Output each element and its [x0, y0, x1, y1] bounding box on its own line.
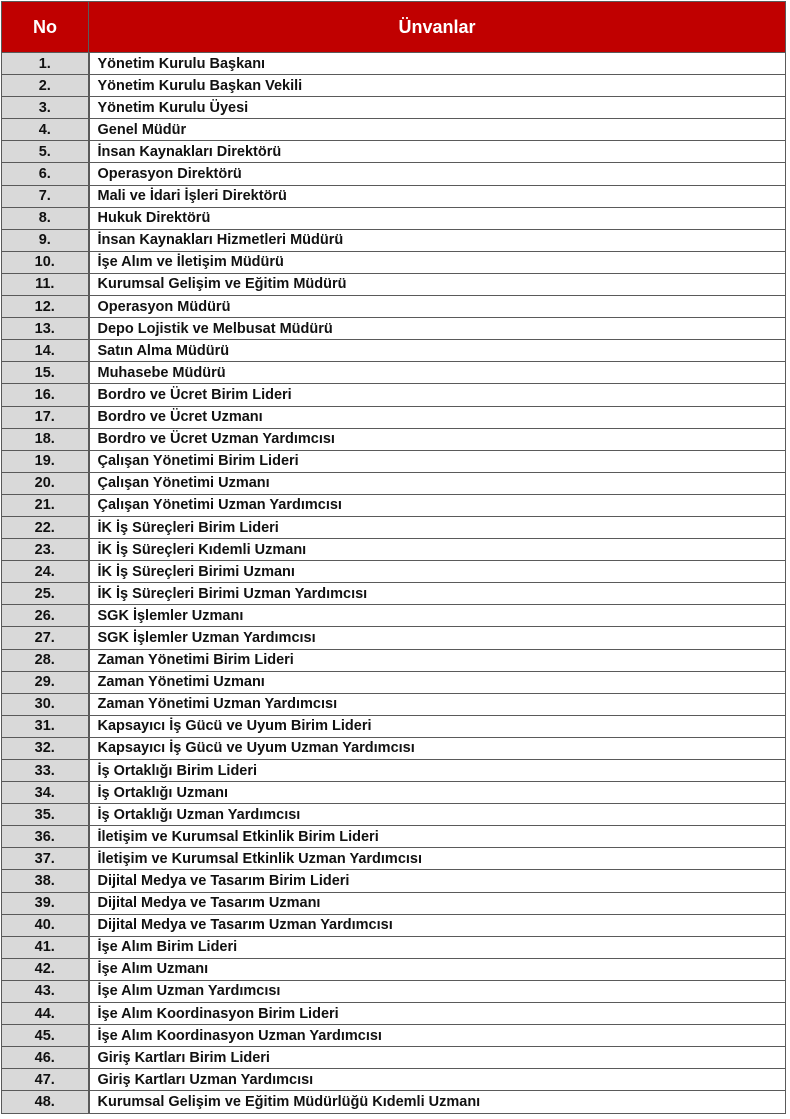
table-row — [2, 627, 786, 649]
row-number: 16. — [2, 384, 89, 406]
column-header-titles: Ünvanlar — [89, 2, 786, 53]
table-row — [2, 318, 786, 340]
table-row — [2, 384, 786, 406]
table-row — [2, 737, 786, 759]
table-row — [2, 53, 786, 75]
row-number: 10. — [2, 251, 89, 273]
table-row — [2, 583, 786, 605]
row-number: 42. — [2, 958, 89, 980]
row-number: 29. — [2, 671, 89, 693]
row-title: Kapsayıcı İş Gücü ve Uyum Birim Lideri — [89, 715, 786, 737]
table-row — [2, 980, 786, 1002]
row-title: Kurumsal Gelişim ve Eğitim Müdürlüğü Kıdemli Uzmanı — [89, 1091, 786, 1113]
row-title: İletişim ve Kurumsal Etkinlik Uzman Yardımcısı — [89, 848, 786, 870]
row-number: 40. — [2, 914, 89, 936]
row-title: Çalışan Yönetimi Uzmanı — [89, 472, 786, 494]
table-row — [2, 207, 786, 229]
table-row — [2, 516, 786, 538]
table-row — [2, 251, 786, 273]
row-title: İş Ortaklığı Birim Lideri — [89, 760, 786, 782]
row-title: Mali ve İdari İşleri Direktörü — [89, 185, 786, 207]
row-title: İşe Alım Birim Lideri — [89, 936, 786, 958]
row-number: 32. — [2, 737, 89, 759]
row-title: Satın Alma Müdürü — [89, 340, 786, 362]
row-title: Bordro ve Ücret Birim Lideri — [89, 384, 786, 406]
row-title: Yönetim Kurulu Başkanı — [89, 53, 786, 75]
row-number: 46. — [2, 1047, 89, 1069]
row-number: 17. — [2, 406, 89, 428]
row-title: İşe Alım Uzman Yardımcısı — [89, 980, 786, 1002]
row-title: Dijital Medya ve Tasarım Uzman Yardımcısı — [89, 914, 786, 936]
table-row — [2, 892, 786, 914]
row-title: İşe Alım Uzmanı — [89, 958, 786, 980]
row-title: Kapsayıcı İş Gücü ve Uyum Uzman Yardımcısı — [89, 737, 786, 759]
row-number: 6. — [2, 163, 89, 185]
row-title: İşe Alım Koordinasyon Uzman Yardımcısı — [89, 1025, 786, 1047]
row-title: Çalışan Yönetimi Uzman Yardımcısı — [89, 494, 786, 516]
row-number: 19. — [2, 450, 89, 472]
row-title: İş Ortaklığı Uzmanı — [89, 782, 786, 804]
row-title: İnsan Kaynakları Hizmetleri Müdürü — [89, 229, 786, 251]
table-row — [2, 1069, 786, 1091]
row-number: 45. — [2, 1025, 89, 1047]
row-title: Zaman Yönetimi Birim Lideri — [89, 649, 786, 671]
row-number: 14. — [2, 340, 89, 362]
row-number: 11. — [2, 273, 89, 295]
table-row — [2, 494, 786, 516]
table-row — [2, 804, 786, 826]
row-title: Zaman Yönetimi Uzmanı — [89, 671, 786, 693]
row-title: Hukuk Direktörü — [89, 207, 786, 229]
row-number: 27. — [2, 627, 89, 649]
row-title: İşe Alım Koordinasyon Birim Lideri — [89, 1003, 786, 1025]
row-number: 7. — [2, 185, 89, 207]
table-row — [2, 229, 786, 251]
titles-table — [1, 1, 786, 1114]
row-number: 38. — [2, 870, 89, 892]
row-number: 18. — [2, 428, 89, 450]
row-number: 5. — [2, 141, 89, 163]
row-number: 4. — [2, 119, 89, 141]
table-row — [2, 1025, 786, 1047]
row-number: 15. — [2, 362, 89, 384]
row-title: Bordro ve Ücret Uzmanı — [89, 406, 786, 428]
table-row — [2, 75, 786, 97]
table-row — [2, 826, 786, 848]
row-number: 22. — [2, 516, 89, 538]
row-number: 21. — [2, 494, 89, 516]
table-row — [2, 958, 786, 980]
table-row — [2, 848, 786, 870]
table-row — [2, 693, 786, 715]
table-row — [2, 362, 786, 384]
row-number: 48. — [2, 1091, 89, 1113]
row-number: 31. — [2, 715, 89, 737]
row-title: İK İş Süreçleri Birimi Uzmanı — [89, 561, 786, 583]
row-title: Genel Müdür — [89, 119, 786, 141]
header-row — [2, 2, 786, 53]
table-row — [2, 296, 786, 318]
table-row — [2, 185, 786, 207]
table-header — [2, 2, 786, 53]
row-title: İK İş Süreçleri Birimi Uzman Yardımcısı — [89, 583, 786, 605]
row-number: 30. — [2, 693, 89, 715]
table-row — [2, 450, 786, 472]
row-number: 1. — [2, 53, 89, 75]
row-title: SGK İşlemler Uzmanı — [89, 605, 786, 627]
table-row — [2, 119, 786, 141]
table-row — [2, 340, 786, 362]
table-row — [2, 539, 786, 561]
row-title: İletişim ve Kurumsal Etkinlik Birim Lideri — [89, 826, 786, 848]
row-title: Zaman Yönetimi Uzman Yardımcısı — [89, 693, 786, 715]
row-number: 12. — [2, 296, 89, 318]
column-header-no: No — [2, 2, 89, 53]
row-number: 24. — [2, 561, 89, 583]
row-title: Muhasebe Müdürü — [89, 362, 786, 384]
row-title: Giriş Kartları Uzman Yardımcısı — [89, 1069, 786, 1091]
row-title: Çalışan Yönetimi Birim Lideri — [89, 450, 786, 472]
row-title: Bordro ve Ücret Uzman Yardımcısı — [89, 428, 786, 450]
table-row — [2, 163, 786, 185]
row-title: İş Ortaklığı Uzman Yardımcısı — [89, 804, 786, 826]
table-row — [2, 715, 786, 737]
row-title: İşe Alım ve İletişim Müdürü — [89, 251, 786, 273]
row-number: 23. — [2, 539, 89, 561]
table-row — [2, 1003, 786, 1025]
table-row — [2, 870, 786, 892]
row-number: 39. — [2, 892, 89, 914]
table-row — [2, 472, 786, 494]
table-row — [2, 1047, 786, 1069]
row-number: 41. — [2, 936, 89, 958]
row-number: 44. — [2, 1003, 89, 1025]
row-number: 47. — [2, 1069, 89, 1091]
row-number: 8. — [2, 207, 89, 229]
row-title: Kurumsal Gelişim ve Eğitim Müdürü — [89, 273, 786, 295]
row-title: SGK İşlemler Uzman Yardımcısı — [89, 627, 786, 649]
table-row — [2, 782, 786, 804]
table-row — [2, 561, 786, 583]
row-number: 25. — [2, 583, 89, 605]
table-row — [2, 97, 786, 119]
row-title: İK İş Süreçleri Birim Lideri — [89, 516, 786, 538]
row-number: 20. — [2, 472, 89, 494]
table-row — [2, 273, 786, 295]
row-number: 2. — [2, 75, 89, 97]
table-row — [2, 649, 786, 671]
row-title: Yönetim Kurulu Başkan Vekili — [89, 75, 786, 97]
table-row — [2, 936, 786, 958]
row-title: Operasyon Direktörü — [89, 163, 786, 185]
table-row — [2, 760, 786, 782]
table-body — [2, 53, 786, 1114]
table-row — [2, 428, 786, 450]
row-number: 34. — [2, 782, 89, 804]
row-number: 37. — [2, 848, 89, 870]
row-number: 13. — [2, 318, 89, 340]
row-number: 9. — [2, 229, 89, 251]
row-title: İnsan Kaynakları Direktörü — [89, 141, 786, 163]
row-number: 3. — [2, 97, 89, 119]
table-row — [2, 605, 786, 627]
row-number: 43. — [2, 980, 89, 1002]
row-number: 36. — [2, 826, 89, 848]
row-title: Yönetim Kurulu Üyesi — [89, 97, 786, 119]
row-number: 28. — [2, 649, 89, 671]
table-row — [2, 914, 786, 936]
table-row — [2, 1091, 786, 1113]
row-title: İK İş Süreçleri Kıdemli Uzmanı — [89, 539, 786, 561]
row-number: 26. — [2, 605, 89, 627]
row-number: 33. — [2, 760, 89, 782]
table-row — [2, 406, 786, 428]
row-title: Giriş Kartları Birim Lideri — [89, 1047, 786, 1069]
table-row — [2, 671, 786, 693]
row-title: Operasyon Müdürü — [89, 296, 786, 318]
row-title: Depo Lojistik ve Melbusat Müdürü — [89, 318, 786, 340]
row-title: Dijital Medya ve Tasarım Birim Lideri — [89, 870, 786, 892]
row-title: Dijital Medya ve Tasarım Uzmanı — [89, 892, 786, 914]
table-row — [2, 141, 786, 163]
row-number: 35. — [2, 804, 89, 826]
